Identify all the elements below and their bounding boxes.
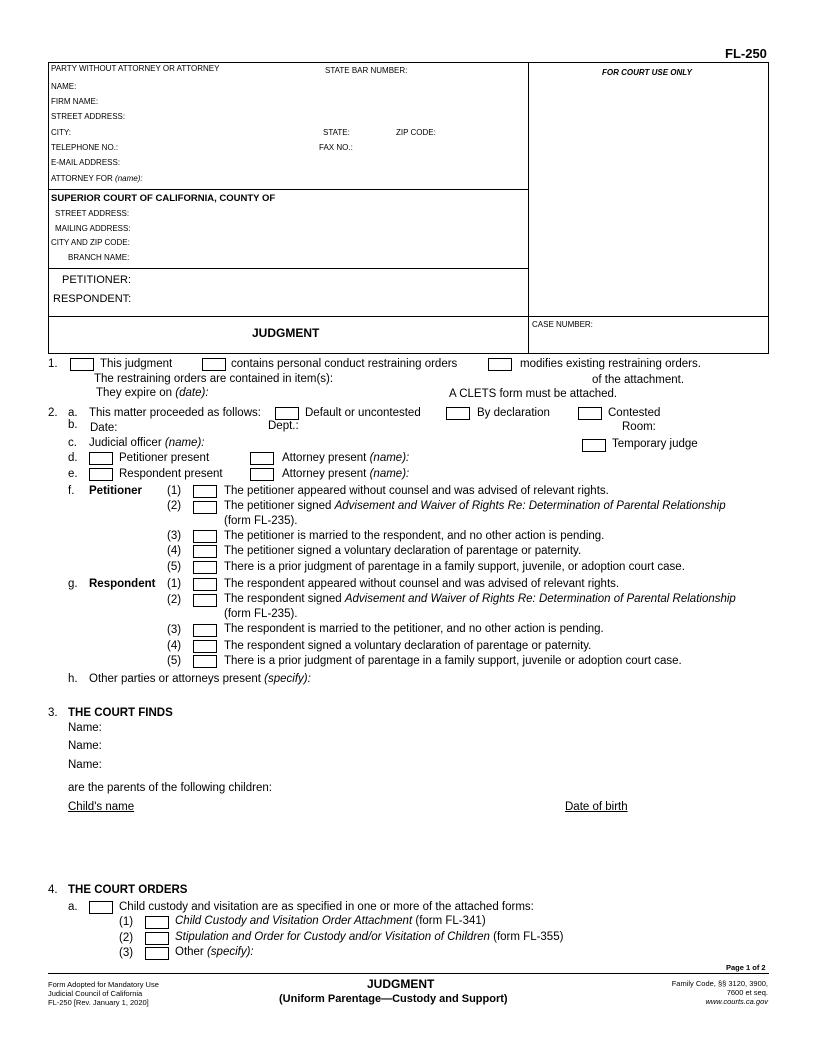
g2-num: (2) xyxy=(167,594,182,606)
state-label[interactable]: STATE: xyxy=(323,128,350,137)
item1-expire-label: They expire on (date): xyxy=(96,387,209,399)
petitioner-attorney-label: Attorney present (name): xyxy=(282,452,410,464)
court-finds-title: THE COURT FINDS xyxy=(68,707,173,719)
f4-text: The petitioner signed a voluntary declaration of parentage or paternity. xyxy=(224,545,582,557)
item2-d-letter: d. xyxy=(68,452,78,464)
f5-checkbox[interactable] xyxy=(193,561,217,574)
footer-title: JUDGMENT xyxy=(367,977,435,991)
g3-text: The respondent is married to the petitioner, and no other action is pending. xyxy=(224,623,604,635)
item2-b-letter: b. xyxy=(68,419,78,431)
g2-checkbox[interactable] xyxy=(193,594,217,607)
petitioner-label[interactable]: PETITIONER: xyxy=(62,274,132,286)
dept-label[interactable]: Dept.: xyxy=(268,420,299,432)
order2-checkbox[interactable] xyxy=(145,932,169,945)
court-mailing-label[interactable]: MAILING ADDRESS: xyxy=(55,224,131,233)
g3-checkbox[interactable] xyxy=(193,624,217,637)
respondent-attorney-checkbox[interactable] xyxy=(250,468,274,481)
finds-name-3[interactable]: Name: xyxy=(68,759,102,771)
footer-rule xyxy=(48,973,769,974)
order2-text: Stipulation and Order for Custody and/or Visitation of Children (form FL-355) xyxy=(175,931,564,943)
f4-num: (4) xyxy=(167,545,182,557)
respondent-present-label: Respondent present xyxy=(119,468,223,480)
court-use-label: FOR COURT USE ONLY xyxy=(602,68,692,77)
item2-f-letter: f. xyxy=(68,485,75,497)
date-label[interactable]: Date: xyxy=(90,422,118,434)
party-label: PARTY WITHOUT ATTORNEY OR ATTORNEY xyxy=(51,64,220,73)
item1-num: 1. xyxy=(48,358,58,370)
order1-text: Child Custody and Visitation Order Attachment (form FL-341) xyxy=(175,915,486,927)
item1-judgment-checkbox[interactable] xyxy=(70,358,94,371)
item2-g-letter: g. xyxy=(68,578,78,590)
f3-checkbox[interactable] xyxy=(193,530,217,543)
item3-num: 3. xyxy=(48,707,58,719)
order1-num: (1) xyxy=(119,916,134,928)
footer-rev: FL-250 [Rev. January 1, 2020] xyxy=(48,998,149,1007)
item2-e-letter: e. xyxy=(68,468,78,480)
contested-label: Contested xyxy=(608,407,661,419)
court-use-box xyxy=(528,62,769,317)
footer-subtitle: (Uniform Parentage—Custody and Support) xyxy=(279,993,508,1005)
f2-checkbox[interactable] xyxy=(193,501,217,514)
page-number: Page 1 of 2 xyxy=(726,963,766,972)
f2-text: The petitioner signed Advisement and Waiver of Rights Re: Determination of Parental Relationship xyxy=(224,500,726,512)
finds-name-1[interactable]: Name: xyxy=(68,722,102,734)
f3-text: The petitioner is married to the respondent, and no other action is pending. xyxy=(224,530,605,542)
declaration-label: By declaration xyxy=(477,407,550,419)
order3-text[interactable]: Other (specify): xyxy=(175,946,254,958)
declaration-checkbox[interactable] xyxy=(446,407,470,420)
respondent-present-checkbox[interactable] xyxy=(89,468,113,481)
petitioner-present-label: Petitioner present xyxy=(119,452,210,464)
g1-text: The respondent appeared without counsel and was advised of relevant rights. xyxy=(224,578,620,590)
room-label[interactable]: Room: xyxy=(622,421,656,433)
temporary-judge-label: Temporary judge xyxy=(612,438,698,450)
item1-modifies-checkbox[interactable] xyxy=(488,358,512,371)
g1-checkbox[interactable] xyxy=(193,578,217,591)
item1-text-a: This judgment xyxy=(100,358,173,370)
default-label: Default or uncontested xyxy=(305,407,421,419)
city-label[interactable]: CITY: xyxy=(51,128,72,137)
g4-num: (4) xyxy=(167,640,182,652)
email-label[interactable]: E-MAIL ADDRESS: xyxy=(51,158,121,167)
item1-attachment-text: of the attachment. xyxy=(592,374,685,386)
g1-num: (1) xyxy=(167,578,182,590)
footer-code-cont: 7600 et seq. xyxy=(726,988,768,997)
respondent-attorney-label: Attorney present (name): xyxy=(282,468,410,480)
phone-label[interactable]: TELEPHONE NO.: xyxy=(51,143,119,152)
zip-label[interactable]: ZIP CODE: xyxy=(396,128,436,137)
item1-text-b: contains personal conduct restraining orders xyxy=(231,358,458,370)
footer-adopted: Form Adopted for Mandatory Use xyxy=(48,980,159,989)
petitioner-present-checkbox[interactable] xyxy=(89,452,113,465)
child-name-header: Child's name xyxy=(68,801,135,813)
attorney-for-label[interactable]: ATTORNEY FOR (name): xyxy=(51,174,143,183)
footer-code: Family Code, §§ 3120, 3900, xyxy=(671,979,768,988)
case-number-label[interactable]: CASE NUMBER: xyxy=(532,320,593,329)
judgment-title: JUDGMENT xyxy=(252,326,320,340)
default-checkbox[interactable] xyxy=(275,407,299,420)
street-label[interactable]: STREET ADDRESS: xyxy=(51,112,126,121)
order3-checkbox[interactable] xyxy=(145,947,169,960)
g2-form: (form FL-235). xyxy=(224,608,298,620)
g5-checkbox[interactable] xyxy=(193,655,217,668)
respondent-label[interactable]: RESPONDENT: xyxy=(53,293,132,305)
state-bar-label: STATE BAR NUMBER: xyxy=(325,66,408,75)
f5-text: There is a prior judgment of parentage in a family support, juvenile, or adoption court case. xyxy=(224,561,685,573)
petitioner-attorney-checkbox[interactable] xyxy=(250,452,274,465)
item1-text-c: modifies existing restraining orders. xyxy=(520,358,701,370)
f1-num: (1) xyxy=(167,485,182,497)
respondent-section-label: Respondent xyxy=(89,578,156,590)
item1-restraining-checkbox[interactable] xyxy=(202,358,226,371)
item2-c-letter: c. xyxy=(68,437,77,449)
g5-num: (5) xyxy=(167,655,182,667)
court-street-label[interactable]: STREET ADDRESS: xyxy=(55,209,130,218)
petitioner-section-label: Petitioner xyxy=(89,485,143,497)
date-of-birth-header: Date of birth xyxy=(565,801,628,813)
f2-form: (form FL-235). xyxy=(224,515,298,527)
f2-num: (2) xyxy=(167,500,182,512)
g3-num: (3) xyxy=(167,624,182,636)
order3-num: (3) xyxy=(119,947,134,959)
judicial-officer-label[interactable]: Judicial officer (name): xyxy=(89,437,205,449)
g2-text: The respondent signed Advisement and Waiver of Rights Re: Determination of Parental Relationship xyxy=(224,593,736,605)
custody-text: Child custody and visitation are as specified in one or more of the attached forms: xyxy=(119,901,534,913)
f3-num: (3) xyxy=(167,530,182,542)
item4-num: 4. xyxy=(48,884,58,896)
item4-a-letter: a. xyxy=(68,901,78,913)
finds-name-2[interactable]: Name: xyxy=(68,740,102,752)
footer-website[interactable]: www.courts.ca.gov xyxy=(705,997,768,1006)
g4-checkbox[interactable] xyxy=(193,640,217,653)
g5-text: There is a prior judgment of parentage in a family support, juvenile or adoption court case. xyxy=(224,655,682,667)
item2-h-letter: h. xyxy=(68,673,78,685)
parents-text: are the parents of the following children: xyxy=(68,782,272,794)
order2-num: (2) xyxy=(119,932,134,944)
branch-label[interactable]: BRANCH NAME: xyxy=(68,253,130,262)
item2-a-text: This matter proceeded as follows: xyxy=(89,407,261,419)
footer-council: Judicial Council of California xyxy=(48,989,143,998)
temporary-judge-checkbox[interactable] xyxy=(582,439,606,452)
item1-clets-note: A CLETS form must be attached. xyxy=(449,388,618,400)
court-city-label[interactable]: CITY AND ZIP CODE: xyxy=(51,238,130,247)
f1-checkbox[interactable] xyxy=(193,485,217,498)
other-parties-label[interactable]: Other parties or attorneys present (specify): xyxy=(89,673,311,685)
form-id: FL-250 xyxy=(725,46,767,61)
item1-items-label: The restraining orders are contained in item(s): xyxy=(94,373,334,385)
item2-a-letter: a. xyxy=(68,407,78,419)
firm-label[interactable]: FIRM NAME: xyxy=(51,97,99,106)
court-orders-title: THE COURT ORDERS xyxy=(68,884,188,896)
f4-checkbox[interactable] xyxy=(193,545,217,558)
name-label[interactable]: NAME: xyxy=(51,82,77,91)
f5-num: (5) xyxy=(167,561,182,573)
contested-checkbox[interactable] xyxy=(578,407,602,420)
custody-checkbox[interactable] xyxy=(89,901,113,914)
order1-checkbox[interactable] xyxy=(145,916,169,929)
g4-text: The respondent signed a voluntary declaration of parentage or paternity. xyxy=(224,640,592,652)
court-title: SUPERIOR COURT OF CALIFORNIA, COUNTY OF xyxy=(51,193,276,204)
fax-label[interactable]: FAX NO.: xyxy=(319,143,353,152)
f1-text: The petitioner appeared without counsel and was advised of relevant rights. xyxy=(224,485,609,497)
item2-num: 2. xyxy=(48,407,58,419)
